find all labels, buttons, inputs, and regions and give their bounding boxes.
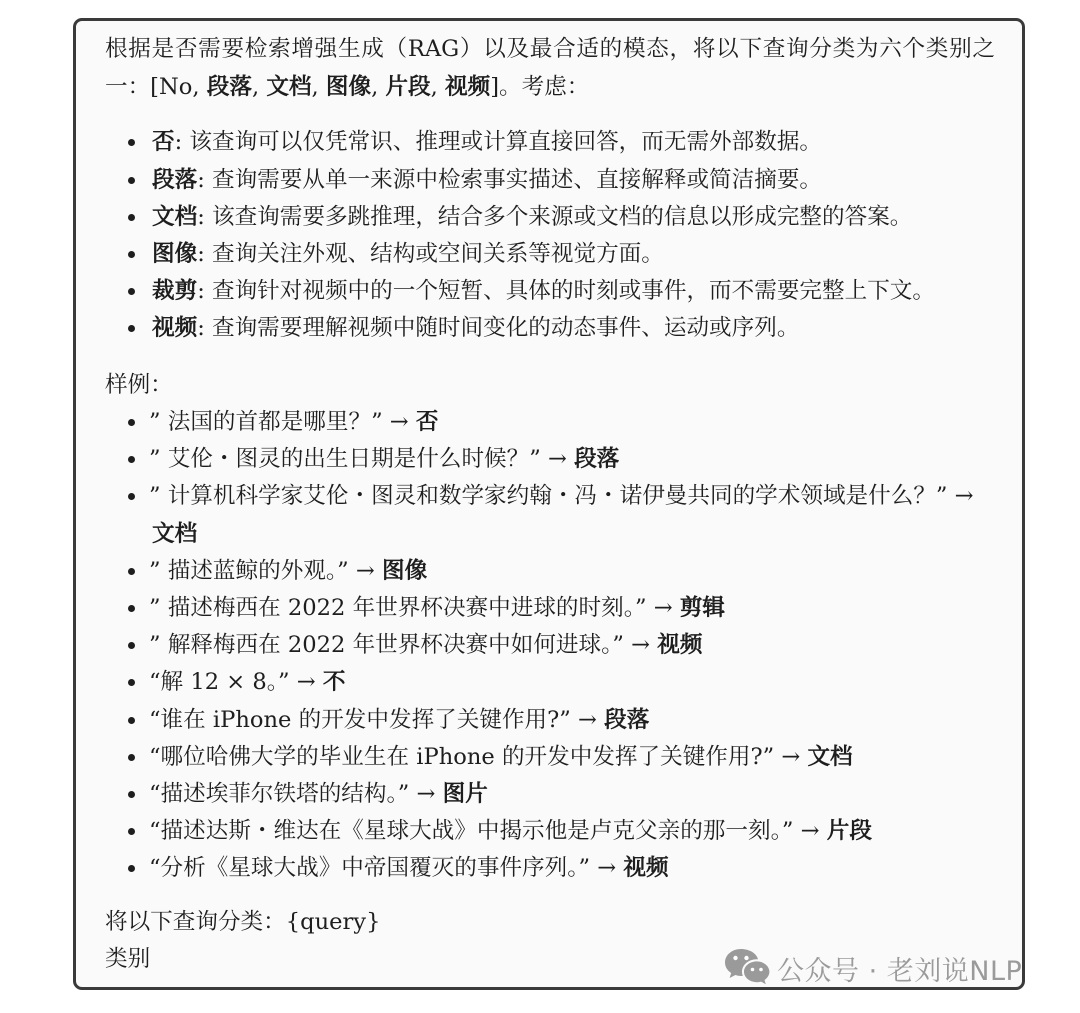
category-label: 图像 bbox=[325, 73, 372, 100]
example-answer: 文档 bbox=[807, 743, 853, 770]
intro-line-1: 根据是否需要检索增强生成（RAG）以及最合适的模态，将以下查询分类为六个类别之 bbox=[105, 36, 995, 63]
definition-item bbox=[105, 199, 995, 236]
example-item bbox=[105, 404, 995, 441]
bullet-dot bbox=[128, 642, 135, 649]
wechat-bubble-small bbox=[744, 961, 769, 984]
definition-text: : 查询需要理解视频中随时间变化的动态事件、运动或序列。 bbox=[197, 315, 800, 342]
bullet-dot bbox=[128, 325, 135, 332]
instruction-line: 将以下查询分类：{query} bbox=[105, 908, 381, 935]
definitions-list bbox=[105, 124, 995, 347]
example-query: ” 计算机科学家艾伦・图灵和数学家约翰・冯・诺伊曼共同的学术领域是什么？” → bbox=[149, 483, 974, 510]
definition-text: : 该查询需要多跳推理，结合多个来源或文档的信息以形成完整的答案。 bbox=[197, 203, 913, 230]
bullet-dot bbox=[128, 605, 135, 612]
definition-text: : 该查询可以仅凭常识、推理或计算直接回答，而无需外部数据。 bbox=[174, 129, 823, 156]
example-answer: 否 bbox=[415, 409, 439, 436]
definition-item bbox=[105, 124, 995, 161]
definition-item bbox=[105, 236, 995, 273]
example-query: “描述埃菲尔铁塔的结构。” → bbox=[149, 780, 443, 807]
example-query: ” 艾伦・图灵的出生日期是什么时候？” → bbox=[149, 446, 575, 473]
example-query: “分析《星球大战》中帝国覆灭的事件序列。” → bbox=[149, 855, 624, 882]
bullet-dot bbox=[128, 754, 135, 761]
intro-suffix: ]。考虑： bbox=[490, 73, 590, 100]
prompt-box bbox=[73, 18, 1025, 990]
category-separator: , bbox=[311, 73, 326, 100]
example-item bbox=[105, 776, 995, 813]
example-item bbox=[105, 702, 995, 739]
examples-heading: 样例： bbox=[105, 371, 173, 398]
example-answer: 剪辑 bbox=[679, 595, 726, 621]
wechat-eye bbox=[744, 956, 748, 960]
watermark-text: 公众号 · 老刘说NLP bbox=[777, 955, 1023, 987]
definition-item bbox=[105, 273, 995, 310]
example-item bbox=[105, 739, 995, 776]
definition-term: 否 bbox=[152, 129, 175, 156]
example-query: ” 描述蓝鲸的外观。” → bbox=[149, 557, 383, 584]
example-answer-line bbox=[105, 516, 995, 553]
example-query: “谁在 iPhone 的开发中发挥了关键作用?” → bbox=[149, 706, 605, 733]
example-query: ” 描述梅西在 2022 年世界杯决赛中进球的时刻。” → bbox=[149, 595, 680, 621]
bullet-dot bbox=[128, 288, 135, 295]
wechat-eye bbox=[733, 956, 737, 960]
example-item bbox=[105, 627, 995, 664]
category-label: 视频 bbox=[445, 73, 491, 100]
bullet-dot bbox=[128, 214, 135, 221]
example-item bbox=[105, 478, 995, 552]
intro-prefix: 一：[No, bbox=[105, 73, 207, 100]
bullet-dot bbox=[128, 177, 135, 184]
example-query: ” 解释梅西在 2022 年世界杯决赛中如何进球。” → bbox=[149, 632, 658, 659]
category-separator: , bbox=[371, 73, 386, 100]
watermark bbox=[724, 946, 1022, 990]
example-answer: 不 bbox=[322, 669, 346, 696]
example-item bbox=[105, 664, 995, 701]
category-line: 类别 bbox=[105, 945, 151, 972]
examples-list bbox=[105, 404, 995, 887]
example-answer: 段落 bbox=[604, 706, 650, 733]
wechat-eye bbox=[759, 968, 763, 972]
example-item bbox=[105, 441, 995, 478]
example-query-line bbox=[105, 478, 995, 515]
example-item bbox=[105, 553, 995, 590]
category-separator: , bbox=[251, 73, 267, 100]
definition-term: 图像 bbox=[152, 240, 198, 267]
example-answer: 段落 bbox=[574, 446, 620, 473]
bullet-dot bbox=[128, 865, 135, 872]
example-item bbox=[105, 813, 995, 850]
definition-term: 段落 bbox=[152, 166, 198, 193]
example-answer: 视频 bbox=[657, 632, 703, 659]
example-query: “哪位哈佛大学的毕业生在 iPhone 的开发中发挥了关键作用?” → bbox=[149, 743, 808, 770]
category-label: 文档 bbox=[266, 73, 312, 100]
example-query: ” 法国的首都是哪里？” → bbox=[149, 409, 416, 436]
wechat-icon bbox=[724, 948, 770, 988]
example-answer: 图像 bbox=[382, 557, 428, 584]
wechat-eye bbox=[751, 968, 755, 972]
bullet-dot bbox=[128, 679, 135, 686]
example-answer: 片段 bbox=[826, 818, 872, 845]
example-answer: 文档 bbox=[152, 520, 198, 547]
definition-term: 文档 bbox=[152, 203, 198, 230]
bullet-dot bbox=[128, 568, 135, 575]
bullet-dot bbox=[128, 717, 135, 724]
example-query: “描述达斯・维达在《星球大战》中揭示他是卢克父亲的那一刻。” → bbox=[149, 818, 827, 845]
example-query: “解 12 × 8。” → bbox=[149, 669, 323, 696]
category-label: 片段 bbox=[385, 73, 431, 100]
example-item bbox=[105, 850, 995, 887]
bullet-dot bbox=[128, 419, 135, 426]
bullet-dot bbox=[128, 493, 135, 500]
example-item bbox=[105, 590, 995, 627]
definition-text: : 查询关注外观、结构或空间关系等视觉方面。 bbox=[197, 240, 664, 267]
definition-item bbox=[105, 310, 995, 347]
example-answer: 图片 bbox=[442, 780, 488, 807]
definition-text: : 查询需要从单一来源中检索事实描述、直接解释或简洁摘要。 bbox=[197, 166, 823, 193]
definition-text: : 查询针对视频中的一个短暂、具体的时刻或事件，而不需要完整上下文。 bbox=[197, 278, 935, 305]
category-label: 段落 bbox=[206, 73, 252, 100]
definition-term: 视频 bbox=[152, 315, 198, 342]
definition-item bbox=[105, 162, 995, 199]
category-separator: , bbox=[430, 73, 445, 100]
bullet-dot bbox=[128, 139, 135, 146]
bullet-dot bbox=[128, 791, 135, 798]
bullet-dot bbox=[128, 456, 135, 463]
intro-line-2 bbox=[105, 69, 995, 106]
bullet-dot bbox=[128, 251, 135, 258]
bullet-dot bbox=[128, 828, 135, 835]
definition-term: 裁剪 bbox=[152, 278, 198, 305]
example-answer: 视频 bbox=[623, 855, 669, 882]
